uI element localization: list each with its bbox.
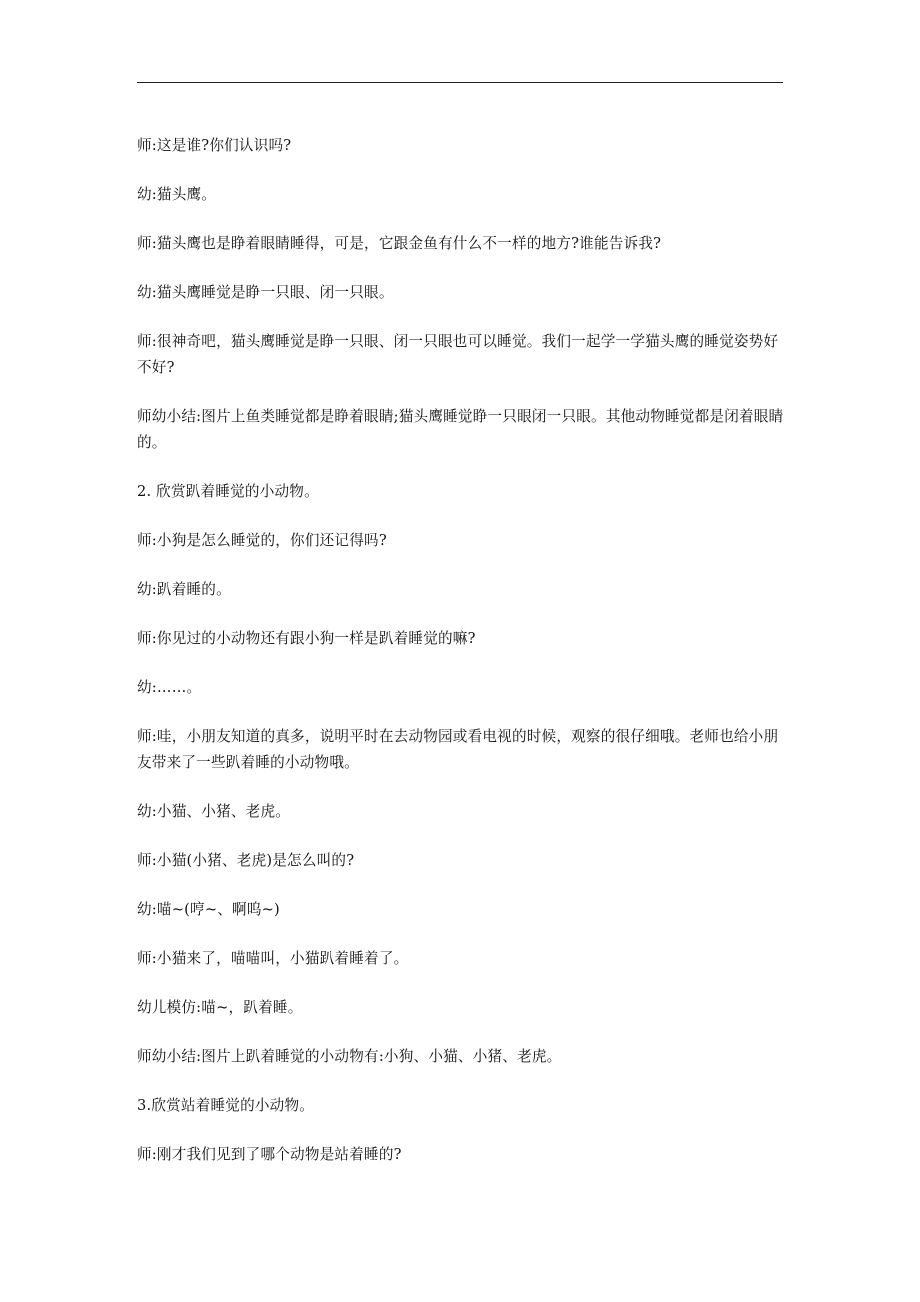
paragraph: 师:小猫来了，喵喵叫，小猫趴着睡着了。 xyxy=(137,950,409,967)
section-heading: 2. 欣赏趴着睡觉的小动物。 xyxy=(137,483,319,500)
paragraph: 师幼小结:图片上趴着睡觉的小动物有:小狗、小猫、小猪、老虎。 xyxy=(137,1048,562,1065)
paragraph: 幼:猫头鹰。 xyxy=(137,186,217,203)
paragraph: 幼:小猫、小猪、老虎。 xyxy=(137,803,291,820)
paragraph: 师:刚才我们见到了哪个动物是站着睡的? xyxy=(137,1146,402,1163)
paragraph: 师:你见过的小动物还有跟小狗一样是趴着睡觉的嘛? xyxy=(137,630,476,647)
header-rule xyxy=(137,82,783,83)
paragraph: 师:很神奇吧，猫头鹰睡觉是睁一只眼、闭一只眼也可以睡觉。我们一起学一学猫头鹰的睡觉姿势好不好? xyxy=(137,333,779,376)
paragraph: 师:小狗是怎么睡觉的，你们还记得吗? xyxy=(137,532,387,549)
document-body xyxy=(137,133,785,1191)
paragraph: 幼:喵~(哼~、啊呜~) xyxy=(137,901,280,918)
section-heading: 3.欣赏站着睡觉的小动物。 xyxy=(137,1097,315,1114)
paragraph: 幼:猫头鹰睡觉是睁一只眼、闭一只眼。 xyxy=(137,284,394,301)
paragraph: 师:小猫(小猪、老虎)是怎么叫的? xyxy=(137,852,355,869)
paragraph: 幼:……。 xyxy=(137,679,202,696)
paragraph: 师:这是谁?你们认识吗? xyxy=(137,137,292,154)
paragraph: 幼:趴着睡的。 xyxy=(137,581,231,598)
paragraph: 师:哇，小朋友知道的真多，说明平时在去动物园或看电视的时候，观察的很仔细哦。老师也给小朋友带来了一些趴着睡的小动物哦。 xyxy=(137,728,779,771)
paragraph: 幼儿模仿:喵~，趴着睡。 xyxy=(137,999,303,1016)
paragraph: 师:猫头鹰也是睁着眼睛睡得，可是，它跟金鱼有什么不一样的地方?谁能告诉我? xyxy=(137,235,662,252)
paragraph: 师幼小结:图片上鱼类睡觉都是睁着眼睛;猫头鹰睡觉睁一只眼闭一只眼。其他动物睡觉都是闭着眼睛的。 xyxy=(137,408,784,451)
